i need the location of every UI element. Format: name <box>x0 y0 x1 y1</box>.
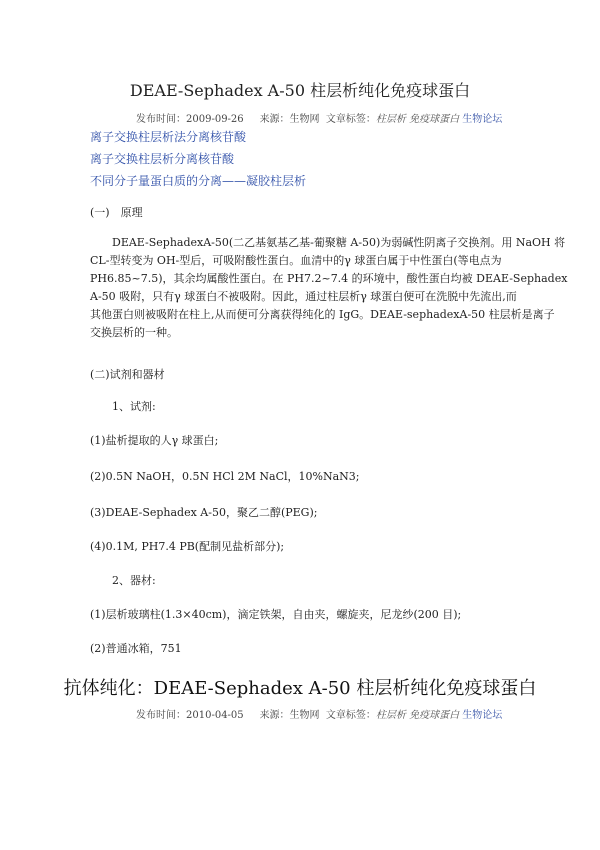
reagent-item: (4)0.1M, PH7.4 PB(配制见盐析部分); <box>90 540 285 553</box>
forum-link[interactable]: 生物论坛 <box>462 114 503 125</box>
forum-link[interactable]: 生物论坛 <box>462 710 503 721</box>
tag-link[interactable]: 免疫球蛋白 <box>409 710 460 721</box>
equipment-item: (1)层析玻璃柱(1.3×40cm)，滴定铁架，自由夹，螺旋夹，尼龙纱(200 目); <box>90 608 462 621</box>
paragraph-line: PH6.85~7.5)，其余均属酸性蛋白。在 PH7.2~7.4 的环境中，酸性蛋白均被 DEAE-Sephadex <box>90 272 568 285</box>
article-title: DEAE-Sephadex A-50 柱层析纯化免疫球蛋白 <box>129 81 471 100</box>
section-heading: (一) 原理 <box>90 206 143 219</box>
paragraph-line: A-50 吸附，只有γ 球蛋白不被吸附。因此，通过柱层析γ 球蛋白便可在洗脱中先流出,而 <box>90 290 517 303</box>
tag-link[interactable]: 免疫球蛋白 <box>409 114 460 125</box>
publish-date: 发布时间：2010-04-05 <box>136 710 244 721</box>
paragraph-line: CL-型转变为 OH-型后，可吸附酸性蛋白。血清中的γ 球蛋白属于中性蛋白(等电点为 <box>90 254 502 267</box>
subsection-heading: 1、试剂: <box>112 400 156 413</box>
equipment-item: (2)普通冰箱，751 <box>90 642 182 655</box>
tags-label: 文章标签： <box>325 710 376 721</box>
reagent-item: (3)DEAE-Sephadex A-50，聚乙二醇(PEG); <box>90 506 318 519</box>
source: 来源：生物网 <box>259 114 320 125</box>
section-heading: (二)试剂和器材 <box>90 368 165 381</box>
related-link[interactable]: 离子交换柱层析法分离核苷酸 <box>90 130 247 144</box>
reagent-item: (2)0.5N NaOH，0.5N HCl 2M NaCl，10%NaN3; <box>90 470 360 483</box>
source: 来源：生物网 <box>259 710 320 721</box>
tag-link[interactable]: 柱层析 <box>375 710 406 721</box>
paragraph-line: DEAE-SephadexA-50(二乙基氨基乙基-葡聚糖 A-50)为弱碱性阴离子交换剂。用 NaOH 将 <box>112 236 566 249</box>
paragraph-line: 交换层析的一种。 <box>90 326 178 339</box>
publish-date: 发布时间：2009-09-26 <box>136 114 244 125</box>
related-link[interactable]: 离子交换柱层析分离核苷酸 <box>90 152 235 166</box>
reagent-item: (1)盐析提取的人γ 球蛋白; <box>90 434 219 447</box>
article-meta <box>136 706 502 721</box>
subsection-heading: 2、器材: <box>112 574 156 587</box>
article-meta <box>136 110 502 125</box>
article-title: 抗体纯化：DEAE-Sephadex A-50 柱层析纯化免疫球蛋白 <box>63 678 537 699</box>
related-link[interactable]: 不同分子量蛋白质的分离——凝胶柱层析 <box>90 174 307 188</box>
tags-label: 文章标签： <box>325 114 376 125</box>
tag-link[interactable]: 柱层析 <box>375 114 406 125</box>
paragraph-line: 其他蛋白则被吸附在柱上,从而便可分离获得纯化的 IgG。DEAE-sephadexA-50 柱层析是离子 <box>90 308 555 321</box>
